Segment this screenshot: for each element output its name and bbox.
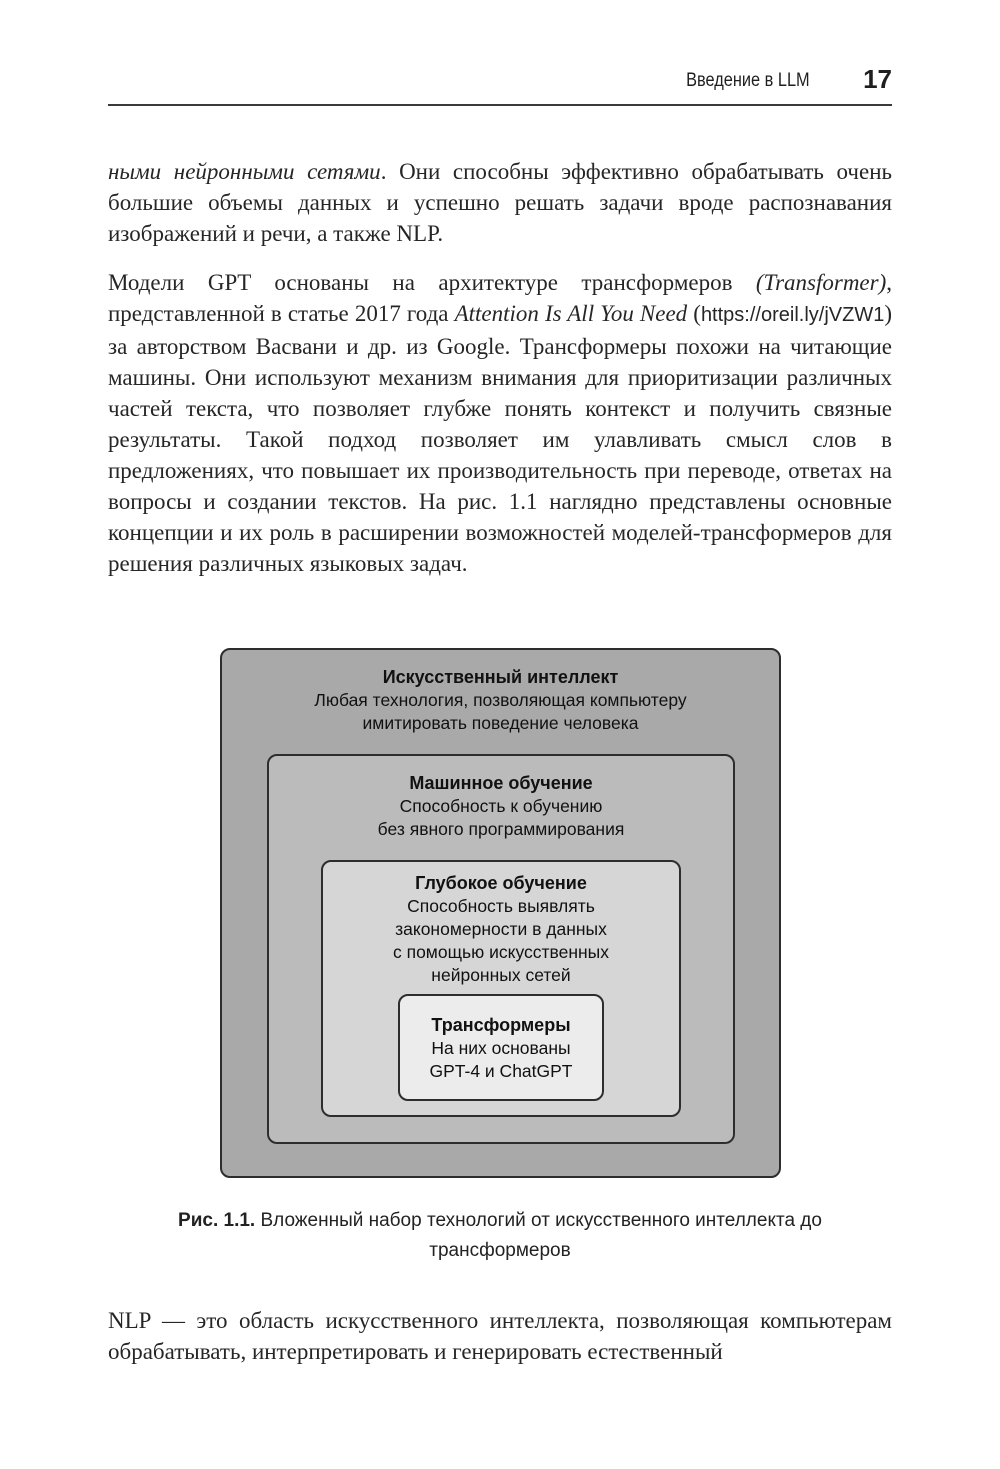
transformer-term: (Transformer) <box>755 270 887 295</box>
ai-title: Искусственный интеллект <box>382 667 619 687</box>
paragraph-2-text-1: Модели GPT основаны на архитектуре трансформеров <box>108 270 756 295</box>
figure-caption <box>160 1206 840 1266</box>
paragraph-2-text-2: , представленной в статье 2017 года <box>108 270 892 326</box>
transformers-title: Трансформеры <box>431 1015 571 1035</box>
transformers-box <box>398 994 604 1101</box>
paragraph-2 <box>108 267 892 579</box>
running-title: Введение в LLM <box>686 70 810 91</box>
paragraph-2-text-4: ) за авторством Васвани и др. из Google. Трансформеры похожи на читающие машины. Они используют механизм внимания для приоритизации различных частей текста, что позволяет глубже понять контекст и получить связные результаты. Такой подход позволяет им улавливать смысл слов в предложениях, что повышает их производительность при переводе, ответах на вопросы и создании текстов. На рис. 1.1 наглядно представлены основные концепции и их роль в расширении возможностей моделей-трансформеров для решения различных языковых задач. <box>108 301 892 576</box>
ml-title: Машинное обучение <box>409 773 593 793</box>
ai-description: Любая технология, позволяющая компьютеру имитировать поведение человека <box>314 690 687 733</box>
ml-description: Способность к обучению без явного программирования <box>377 796 625 839</box>
page-number: 17 <box>863 64 892 94</box>
figure-label: Рис. 1.1. <box>178 1210 256 1231</box>
figure-caption-text: Вложенный набор технологий от искусственного интеллекта до трансформеров <box>255 1210 822 1261</box>
page-header <box>108 62 892 106</box>
paper-title: Attention Is All You Need <box>454 301 688 326</box>
italic-term: ными нейронными сетями <box>108 159 381 184</box>
paragraph-2-text-3: ( <box>687 301 701 326</box>
dl-title: Глубокое обучение <box>415 873 587 893</box>
paragraph-3: NLP — это область искусственного интеллекта, позволяющая компьютерам обрабатывать, интерпретировать и генерировать естественный <box>108 1308 892 1364</box>
paragraph-1 <box>108 156 892 249</box>
paragraph-1-text: . Они способны эффективно обрабатывать очень большие объемы данных и успешно решать задачи вроде распознавания изображений и речи, а также NLP. <box>108 159 892 246</box>
dl-description: Способность выявлять закономерности в данных с помощью искусственных нейронных сетей <box>392 896 610 985</box>
paper-link[interactable]: https://oreil.ly/jVZW1 <box>700 304 885 326</box>
transformers-description: На них основаны GPT-4 и ChatGPT <box>429 1038 573 1081</box>
